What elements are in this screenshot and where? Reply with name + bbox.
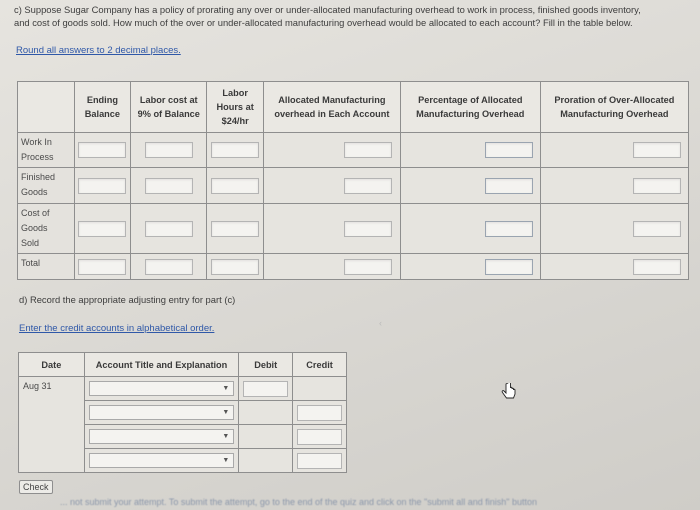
credit-header: Credit bbox=[293, 353, 347, 377]
question-text bbox=[14, 3, 696, 29]
date-header: Date bbox=[19, 353, 85, 377]
header-text: $24/hr bbox=[221, 116, 249, 126]
header-text: Proration of Over-Allocated bbox=[554, 95, 675, 105]
account-select-3[interactable] bbox=[89, 429, 234, 444]
cogs-labor-hours-input[interactable] bbox=[211, 221, 259, 237]
fg-allocated-overhead-input[interactable] bbox=[344, 178, 392, 194]
credit-input-2[interactable] bbox=[297, 405, 342, 421]
journal-row bbox=[19, 377, 347, 401]
journal-entry-table bbox=[18, 352, 347, 473]
wip-labor-hours-input[interactable] bbox=[211, 142, 259, 158]
row-label-text: Sold bbox=[21, 238, 40, 248]
row-label-text: Goods bbox=[21, 223, 48, 233]
chevron-down-icon: ▼ bbox=[222, 433, 230, 440]
fg-percentage-input[interactable] bbox=[485, 178, 533, 194]
header-text: 9% of Balance bbox=[137, 109, 200, 119]
total-proration-input[interactable] bbox=[633, 259, 681, 275]
header-text: Allocated Manufacturing bbox=[278, 95, 386, 105]
question-line-1: c) Suppose Sugar Company has a policy of prorating any over or under-allocated manufacturing overhead to work in process, finished goods inventory, bbox=[14, 4, 641, 15]
header-text: Hours at bbox=[216, 102, 254, 112]
hand-cursor-icon bbox=[501, 383, 517, 401]
cogs-proration-input[interactable] bbox=[633, 221, 681, 237]
row-label bbox=[18, 133, 75, 168]
wip-labor-cost-input[interactable] bbox=[145, 142, 193, 158]
wip-allocated-overhead-input[interactable] bbox=[344, 142, 392, 158]
percentage-header bbox=[400, 82, 540, 133]
wip-percentage-input[interactable] bbox=[485, 142, 533, 158]
header-text: Percentage of Allocated bbox=[418, 95, 523, 105]
cogs-percentage-input[interactable] bbox=[485, 221, 533, 237]
header-text: Labor cost at bbox=[139, 95, 198, 105]
proration-header bbox=[540, 82, 688, 133]
credit-input-4[interactable] bbox=[297, 453, 342, 469]
total-percentage-input[interactable] bbox=[485, 259, 533, 275]
header-text: Manufacturing Overhead bbox=[560, 109, 669, 119]
stray-mark: ‹ bbox=[379, 318, 382, 328]
total-labor-hours-input[interactable] bbox=[211, 259, 259, 275]
header-text: Ending bbox=[86, 95, 118, 105]
ending-balance-header bbox=[74, 82, 131, 133]
row-label-text: Process bbox=[21, 152, 54, 162]
fg-labor-hours-input[interactable] bbox=[211, 178, 259, 194]
proration-table bbox=[17, 81, 689, 280]
row-label-text: Total bbox=[21, 258, 41, 268]
date-cell: Aug 31 bbox=[19, 377, 85, 473]
part-d-instruction: d) Record the appropriate adjusting entry for part (c) bbox=[19, 294, 236, 305]
row-label bbox=[18, 204, 75, 254]
total-allocated-overhead-input[interactable] bbox=[344, 259, 392, 275]
corner-header bbox=[18, 82, 75, 133]
total-labor-cost-input[interactable] bbox=[145, 259, 193, 275]
account-select-2[interactable] bbox=[89, 405, 234, 420]
credit-order-note: Enter the credit accounts in alphabetical order. bbox=[19, 323, 215, 334]
allocated-overhead-header bbox=[263, 82, 400, 133]
cogs-labor-cost-input[interactable] bbox=[145, 221, 193, 237]
credit-input-3[interactable] bbox=[297, 429, 342, 445]
account-header: Account Title and Explanation bbox=[84, 353, 238, 377]
fg-labor-cost-input[interactable] bbox=[145, 178, 193, 194]
submit-instruction: ... not submit your attempt. To submit the attempt, go to the end of the quiz and click on the "submit all and finish" button bbox=[60, 497, 537, 507]
row-cost-of-goods-sold bbox=[18, 204, 689, 254]
row-label-text: Goods bbox=[21, 187, 48, 197]
chevron-down-icon: ▼ bbox=[222, 409, 230, 416]
header-row bbox=[18, 82, 689, 133]
debit-input-1[interactable] bbox=[243, 381, 288, 397]
chevron-down-icon: ▼ bbox=[222, 457, 230, 464]
wip-proration-input[interactable] bbox=[633, 142, 681, 158]
wip-ending-balance-input[interactable] bbox=[78, 142, 126, 158]
cogs-ending-balance-input[interactable] bbox=[78, 221, 126, 237]
row-total bbox=[18, 254, 689, 280]
row-label bbox=[18, 254, 75, 280]
journal-header-row bbox=[19, 353, 347, 377]
labor-cost-header bbox=[131, 82, 207, 133]
question-line-2: and cost of goods sold. How much of the over or under-allocated manufacturing overhead would be allocated to each account? Fill in the table below. bbox=[14, 17, 633, 28]
header-text: overhead in Each Account bbox=[274, 109, 390, 119]
round-instruction: Round all answers to 2 decimal places. bbox=[16, 45, 181, 56]
check-button[interactable]: Check bbox=[19, 480, 53, 494]
header-text: Labor bbox=[222, 88, 248, 98]
total-ending-balance-input[interactable] bbox=[78, 259, 126, 275]
fg-ending-balance-input[interactable] bbox=[78, 178, 126, 194]
header-text: Manufacturing Overhead bbox=[416, 109, 525, 119]
row-label-text: Finished bbox=[21, 172, 56, 182]
debit-header: Debit bbox=[239, 353, 293, 377]
cogs-allocated-overhead-input[interactable] bbox=[344, 221, 392, 237]
fg-proration-input[interactable] bbox=[633, 178, 681, 194]
row-label-text: Work In bbox=[21, 137, 52, 147]
labor-hours-header bbox=[207, 82, 264, 133]
row-finished-goods bbox=[18, 168, 689, 204]
header-text: Balance bbox=[84, 109, 121, 119]
row-label bbox=[18, 168, 75, 204]
account-select-4[interactable] bbox=[89, 453, 234, 468]
row-label-text: Cost of bbox=[21, 208, 50, 218]
row-work-in-process bbox=[18, 133, 689, 168]
chevron-down-icon: ▼ bbox=[222, 385, 230, 392]
account-select-1[interactable] bbox=[89, 381, 234, 396]
